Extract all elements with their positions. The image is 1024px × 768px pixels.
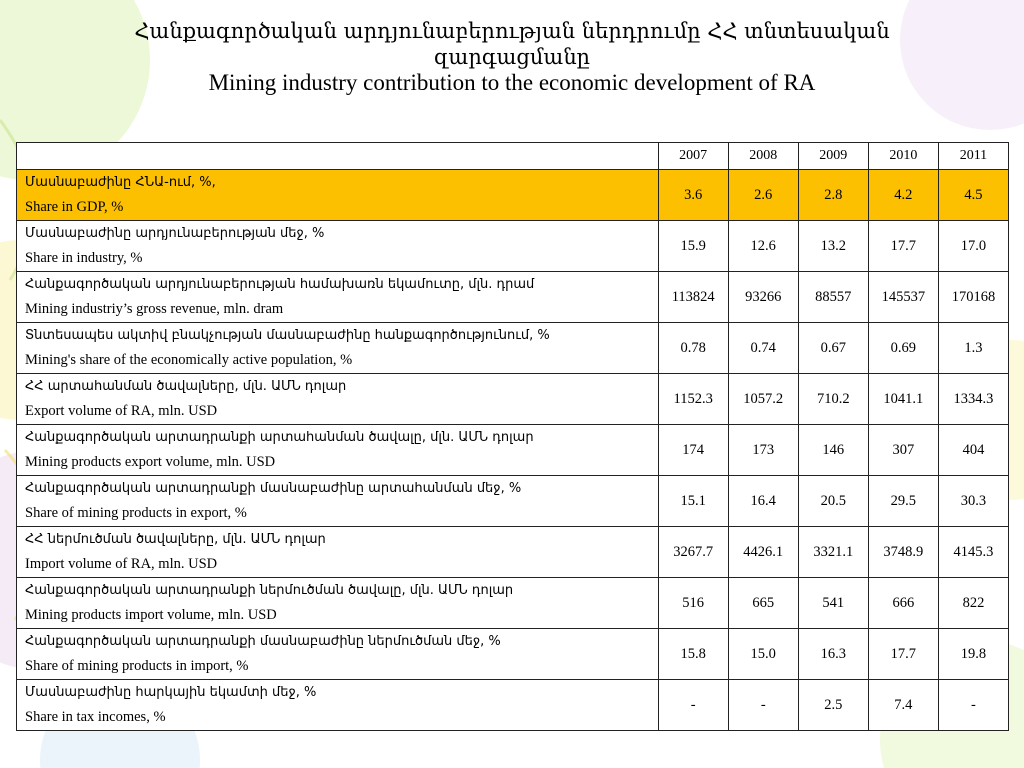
row-label-english: Share of mining products in import, % [25, 658, 249, 674]
row-label-armenian: Հանքագործական արտադրանքի արտահանման ծավալը, մլն. ԱՄՆ դոլար [25, 430, 534, 445]
value-cell: 15.8 [658, 629, 728, 680]
row-label-armenian: ՀՀ ներմուծման ծավալները, մլն. ԱՄՆ դոլար [25, 532, 326, 547]
row-label-english: Mining industriy’s gross revenue, mln. dram [25, 301, 284, 317]
row-label-cell [17, 272, 659, 323]
row-label-cell [17, 425, 659, 476]
value-cell: 16.3 [798, 629, 868, 680]
value-cell: 1.3 [938, 323, 1008, 374]
value-cell: 307 [868, 425, 938, 476]
row-label-cell [17, 374, 659, 425]
value-cell: 4.5 [938, 170, 1008, 221]
value-cell: 13.2 [798, 221, 868, 272]
value-cell: 4426.1 [728, 527, 798, 578]
table-row [17, 374, 1009, 425]
row-label-armenian: ՀՀ արտահանման ծավալները, մլն. ԱՄՆ դոլար [25, 379, 347, 394]
value-cell: 4.2 [868, 170, 938, 221]
row-label-english: Mining products import volume, mln. USD [25, 607, 277, 623]
row-label-armenian: Մասնաբաժինը արդյունաբերության մեջ, % [25, 226, 325, 241]
title-english: Mining industry contribution to the economic development of RA [208, 70, 816, 95]
row-label-cell [17, 170, 659, 221]
table-row [17, 323, 1009, 374]
row-label-armenian: Հանքագործական արդյունաբերության համախառն եկամուտը, մլն. դրամ [25, 277, 535, 292]
value-cell: 0.74 [728, 323, 798, 374]
value-cell: 7.4 [868, 680, 938, 731]
value-cell: - [658, 680, 728, 731]
value-cell: 404 [938, 425, 1008, 476]
table-row [17, 425, 1009, 476]
value-cell: 1334.3 [938, 374, 1008, 425]
value-cell: 822 [938, 578, 1008, 629]
row-label-armenian: Մասնաբաժինը ՀՆԱ-ում, %, [25, 175, 216, 190]
value-cell: 29.5 [868, 476, 938, 527]
value-cell: 3748.9 [868, 527, 938, 578]
value-cell: 20.5 [798, 476, 868, 527]
row-label-english: Mining products export volume, mln. USD [25, 454, 276, 470]
table-row [17, 680, 1009, 731]
value-cell: 4145.3 [938, 527, 1008, 578]
value-cell: 516 [658, 578, 728, 629]
value-cell: 3321.1 [798, 527, 868, 578]
value-cell: 173 [728, 425, 798, 476]
value-cell: 665 [728, 578, 798, 629]
value-cell: 3267.7 [658, 527, 728, 578]
value-cell: 666 [868, 578, 938, 629]
value-cell: 17.0 [938, 221, 1008, 272]
value-cell: 541 [798, 578, 868, 629]
table-row [17, 221, 1009, 272]
value-cell: 174 [658, 425, 728, 476]
table-row [17, 476, 1009, 527]
row-label-armenian: Տնտեսապես ակտիվ բնակչության մասնաբաժինը հանքագործությունում, % [25, 328, 550, 343]
value-cell: 1041.1 [868, 374, 938, 425]
value-cell: 0.69 [868, 323, 938, 374]
row-label-cell [17, 629, 659, 680]
value-cell: 15.0 [728, 629, 798, 680]
row-label-cell [17, 221, 659, 272]
value-cell: 3.6 [658, 170, 728, 221]
mining-statistics-table [16, 142, 1009, 731]
value-cell: 2.5 [798, 680, 868, 731]
table-header-row [17, 143, 1009, 170]
year-header: 2007 [658, 143, 728, 170]
value-cell: 0.67 [798, 323, 868, 374]
row-label-cell [17, 680, 659, 731]
value-cell: - [938, 680, 1008, 731]
value-cell: 15.9 [658, 221, 728, 272]
row-label-cell [17, 527, 659, 578]
value-cell: 0.78 [658, 323, 728, 374]
value-cell: 710.2 [798, 374, 868, 425]
row-label-cell [17, 323, 659, 374]
row-label-cell [17, 578, 659, 629]
value-cell: 146 [798, 425, 868, 476]
value-cell: 113824 [658, 272, 728, 323]
year-header: 2010 [868, 143, 938, 170]
row-label-english: Import volume of RA, mln. USD [25, 556, 218, 572]
row-label-english: Share in industry, % [25, 250, 143, 266]
row-label-armenian: Հանքագործական արտադրանքի մասնաբաժինը ներմուծման մեջ, % [25, 634, 501, 649]
value-cell: 1152.3 [658, 374, 728, 425]
value-cell: 93266 [728, 272, 798, 323]
value-cell: 17.7 [868, 221, 938, 272]
slide-title [60, 18, 964, 96]
title-armenian: Հանքագործական արդյունաբերության ներդրումը ՀՀ տնտեսական զարգացմանը [134, 19, 890, 69]
row-label-armenian: Մասնաբաժինը հարկային եկամտի մեջ, % [25, 685, 317, 700]
table-row [17, 629, 1009, 680]
table-row [17, 578, 1009, 629]
value-cell: 2.8 [798, 170, 868, 221]
row-label-english: Mining's share of the economically active population, % [25, 352, 353, 368]
table-row [17, 272, 1009, 323]
row-label-armenian: Հանքագործական արտադրանքի ներմուծման ծավալը, մլն. ԱՄՆ դոլար [25, 583, 514, 598]
value-cell: 30.3 [938, 476, 1008, 527]
value-cell: 1057.2 [728, 374, 798, 425]
value-cell: 19.8 [938, 629, 1008, 680]
year-header: 2011 [938, 143, 1008, 170]
table-row [17, 170, 1009, 221]
value-cell: 2.6 [728, 170, 798, 221]
value-cell: 170168 [938, 272, 1008, 323]
year-header: 2008 [728, 143, 798, 170]
year-header: 2009 [798, 143, 868, 170]
row-label-english: Share of mining products in export, % [25, 505, 247, 521]
row-label-english: Share in GDP, % [25, 199, 124, 215]
row-label-armenian: Հանքագործական արտադրանքի մասնաբաժինը արտահանման մեջ, % [25, 481, 522, 496]
value-cell: 17.7 [868, 629, 938, 680]
header-blank-cell [17, 143, 659, 170]
row-label-english: Share in tax incomes, % [25, 709, 166, 725]
row-label-cell [17, 476, 659, 527]
value-cell: 16.4 [728, 476, 798, 527]
row-label-english: Export volume of RA, mln. USD [25, 403, 218, 419]
value-cell: 12.6 [728, 221, 798, 272]
table-row [17, 527, 1009, 578]
value-cell: 88557 [798, 272, 868, 323]
value-cell: 15.1 [658, 476, 728, 527]
value-cell: 145537 [868, 272, 938, 323]
value-cell: - [728, 680, 798, 731]
